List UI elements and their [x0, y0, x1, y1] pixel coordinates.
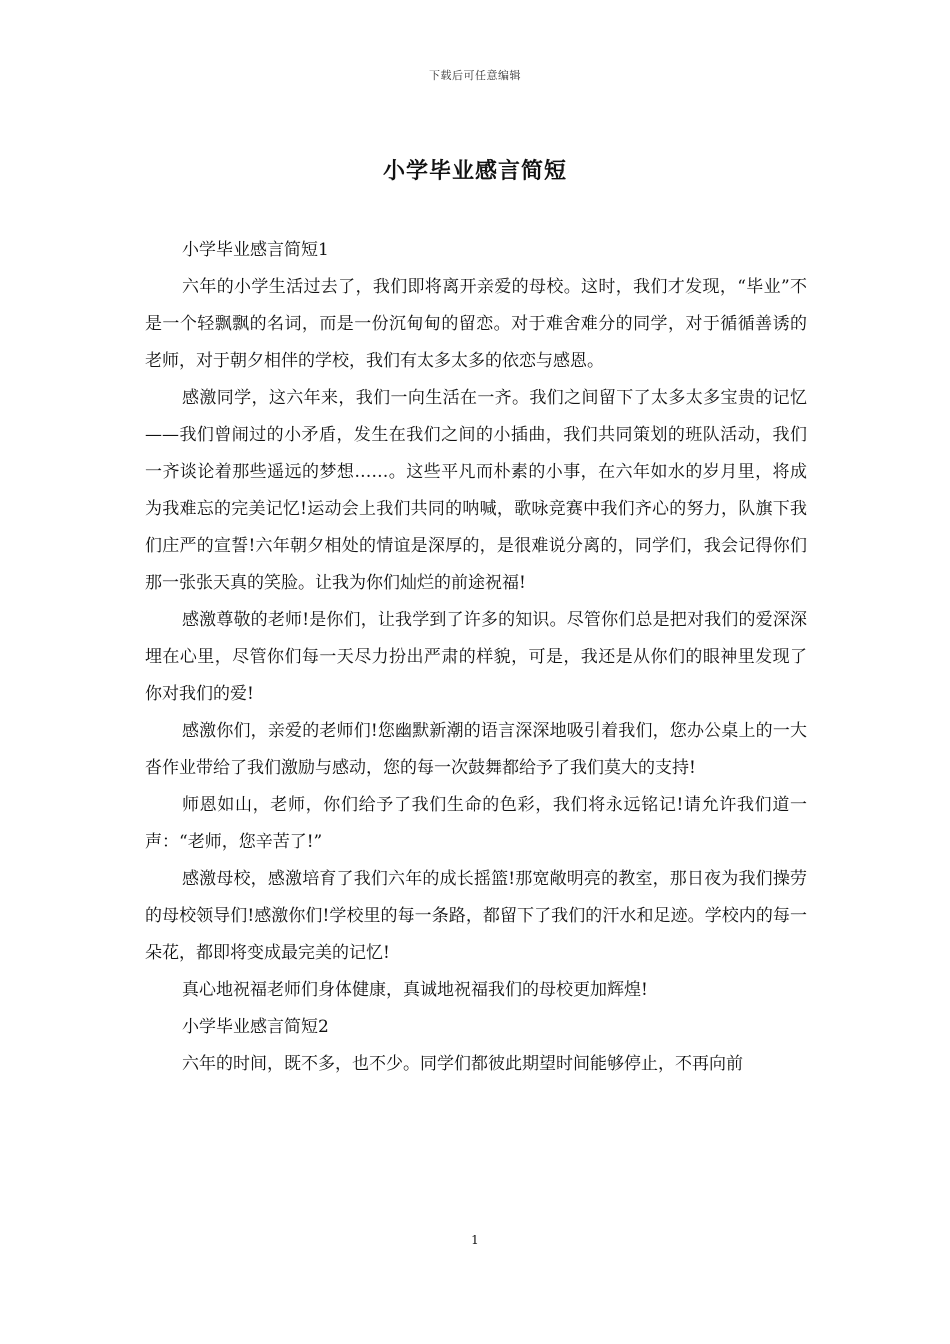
section-heading-1: 小学毕业感言简短1: [182, 240, 329, 260]
paragraph: 师恩如山，老师，你们给予了我们生命的色彩，我们将永远铭记!请允许我们道一声：“老师，您辛苦了!”: [145, 795, 807, 852]
paragraph: 六年的小学生活过去了，我们即将离开亲爱的母校。这时，我们才发现，“毕业”不是一个轻飘飘的名词，而是一份沉甸甸的留恋。对于难舍难分的同学，对于循循善诱的老师，对于朝夕相伴的学校，我们有太多太多的依恋与感恩。: [145, 277, 807, 371]
page-number: 1: [471, 1233, 479, 1247]
paragraph: 真心地祝福老师们身体健康，真诚地祝福我们的母校更加辉煌!: [182, 980, 648, 1000]
paragraph: 感激同学，这六年来，我们一向生活在一齐。我们之间留下了太多太多宝贵的记忆——我们曾闹过的小矛盾，发生在我们之间的小插曲，我们共同策划的班队活动，我们一齐谈论着那些遥远的梦想……。这些平凡而朴素的小事，在六年如水的岁月里，将成为我难忘的完美记忆!运动会上我们共同的呐喊，歌咏竞赛中我们齐心的努力，队旗下我们庄严的宣誓!六年朝夕相处的情谊是深厚的，是很难说分离的，同学们，我会记得你们那一张张天真的笑脸。让我为你们灿烂的前途祝福!: [145, 388, 807, 593]
paragraph: 感激你们，亲爱的老师们!您幽默新潮的语言深深地吸引着我们，您办公桌上的一大沓作业带给了我们激励与感动，您的每一次鼓舞都给予了我们莫大的支持!: [145, 721, 807, 778]
document-body: [145, 232, 807, 1083]
paragraph: 感激尊敬的老师!是你们，让我学到了许多的知识。尽管你们总是把对我们的爱深深埋在心里，尽管你们每一天尽力扮出严肃的样貌，可是，我还是从你们的眼神里发现了你对我们的爱!: [145, 610, 807, 704]
document-title: 小学毕业感言简短: [382, 158, 567, 184]
paragraph: 感激母校，感激培育了我们六年的成长摇篮!那宽敞明亮的教室，那日夜为我们操劳的母校领导们!感激你们!学校里的每一条路，都留下了我们的汗水和足迹。学校内的每一朵花，都即将变成最完美的记忆!: [145, 869, 807, 963]
header-note: 下载后可任意编辑: [429, 69, 521, 82]
section-heading-2: 小学毕业感言简短2: [182, 1017, 329, 1037]
paragraph-continued: 六年的时间，既不多，也不少。同学们都彼此期望时间能够停止，不再向前: [182, 1054, 743, 1074]
